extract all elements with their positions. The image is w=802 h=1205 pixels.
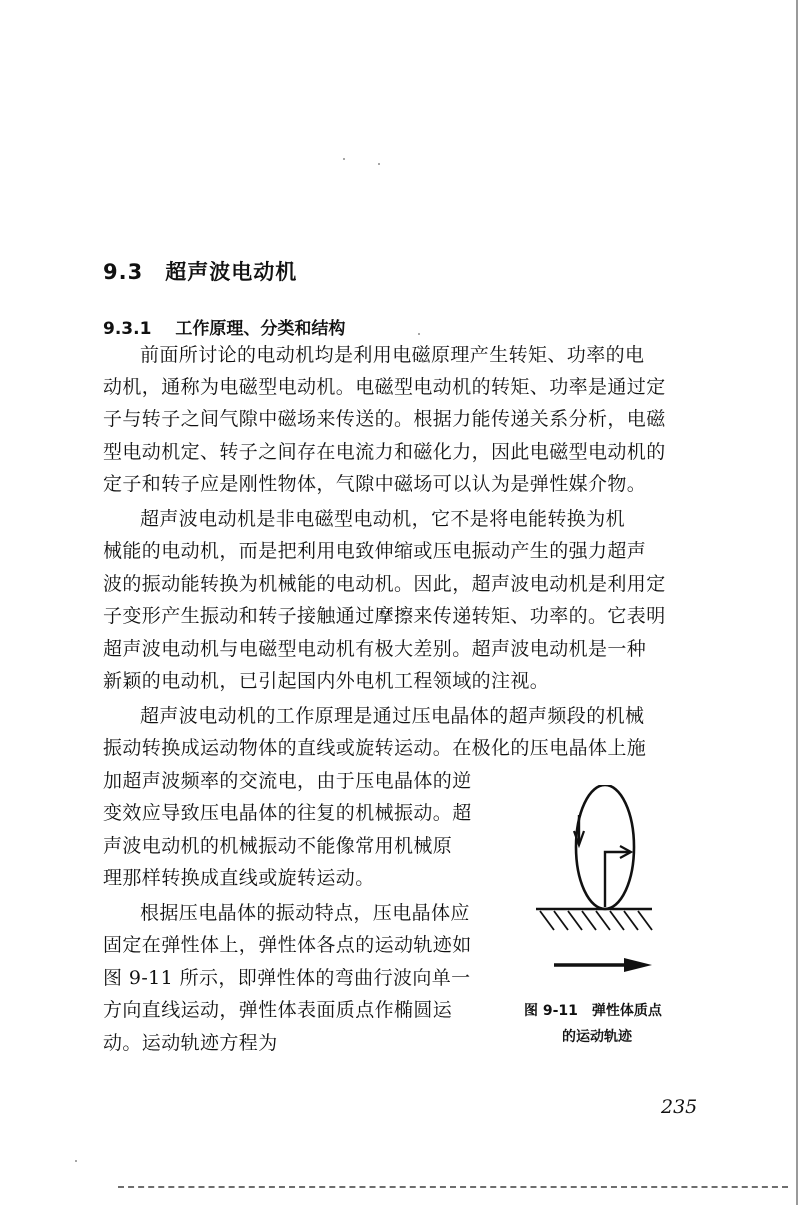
text-line: 图 9-11 所示，即弹性体的弯曲行波向单一	[103, 967, 471, 989]
text-line: 根据压电晶体的振动特点，压电晶体应	[140, 902, 470, 924]
text-line: 理那样转换成直线或旋转运动。	[103, 867, 375, 889]
page-number: 235	[661, 1096, 698, 1118]
scan-speck	[75, 1160, 77, 1162]
subsection-number: 9.3.1	[103, 319, 152, 339]
text-line: 超声波电动机是非电磁型电动机，它不是将电能转换为机	[140, 508, 626, 530]
text-line: 新颖的电动机，已引起国内外电机工程领域的注视。	[103, 670, 550, 692]
text-line: 加超声波频率的交流电，由于压电晶体的逆	[103, 770, 472, 792]
text-line: 固定在弹性体上，弹性体各点的运动轨迹如	[103, 934, 472, 956]
displacement-vector	[605, 852, 630, 907]
text-line: 超声波电动机与电磁型电动机有极大差别。超声波电动机是一种	[103, 638, 647, 660]
section-title: 超声波电动机	[165, 260, 298, 284]
subsection-title: 工作原理、分类和结构	[175, 319, 346, 339]
text-line: 振动转换成运动物体的直线或旋转运动。在极化的压电晶体上施	[103, 737, 647, 759]
section-number: 9.3	[103, 260, 144, 284]
text-line: 超声波电动机的工作原理是通过压电晶体的超声频段的机械	[140, 705, 645, 727]
scan-speck	[343, 158, 345, 160]
text-line: 子变形产生振动和转子接触通过摩擦来传递转矩、功率的。它表明	[103, 605, 666, 627]
text-line: 定子和转子应是刚性物体，气隙中磁场可以认为是弹性媒介物。	[103, 473, 647, 495]
text-line: 波的振动能转换为机械能的电动机。因此，超声波电动机是利用定	[103, 573, 666, 595]
page-edge	[796, 0, 798, 1205]
text-line: 子与转子之间气隙中磁场来传送的。根据力能传递关系分析，电磁	[103, 408, 666, 430]
text-line: 动。运动轨迹方程为	[103, 1032, 278, 1054]
text-line: 方向直线运动，弹性体表面质点作椭圆运	[103, 999, 453, 1021]
subsection-heading	[103, 314, 345, 339]
figure-caption-line2: 的运动轨迹	[562, 1029, 632, 1045]
text-line: 变效应导致压电晶体的往复的机械振动。超	[103, 802, 472, 824]
figure-caption: 图 9-11 弹性体质点	[524, 1003, 662, 1019]
surface-hatching	[540, 911, 652, 930]
scan-speck	[378, 163, 380, 165]
section-heading	[103, 256, 297, 286]
scan-bottom-edge	[118, 1186, 788, 1188]
elastic-particle-trajectory-figure	[532, 785, 662, 985]
text-line: 前面所讨论的电动机均是利用电磁原理产生转矩、功率的电	[140, 344, 645, 366]
text-line: 型电动机定、转子之间存在电流力和磁化力，因此电磁型电动机的	[103, 441, 666, 463]
text-line: 动机，通称为电磁型电动机。电磁型电动机的转矩、功率是通过定	[103, 376, 666, 398]
scan-speck	[418, 333, 420, 335]
text-line: 声波电动机的机械振动不能像常用机械原	[103, 835, 453, 857]
text-line: 械能的电动机，而是把利用电致伸缩或压电振动产生的强力超声	[103, 540, 647, 562]
direction-arrow-head	[624, 958, 652, 972]
